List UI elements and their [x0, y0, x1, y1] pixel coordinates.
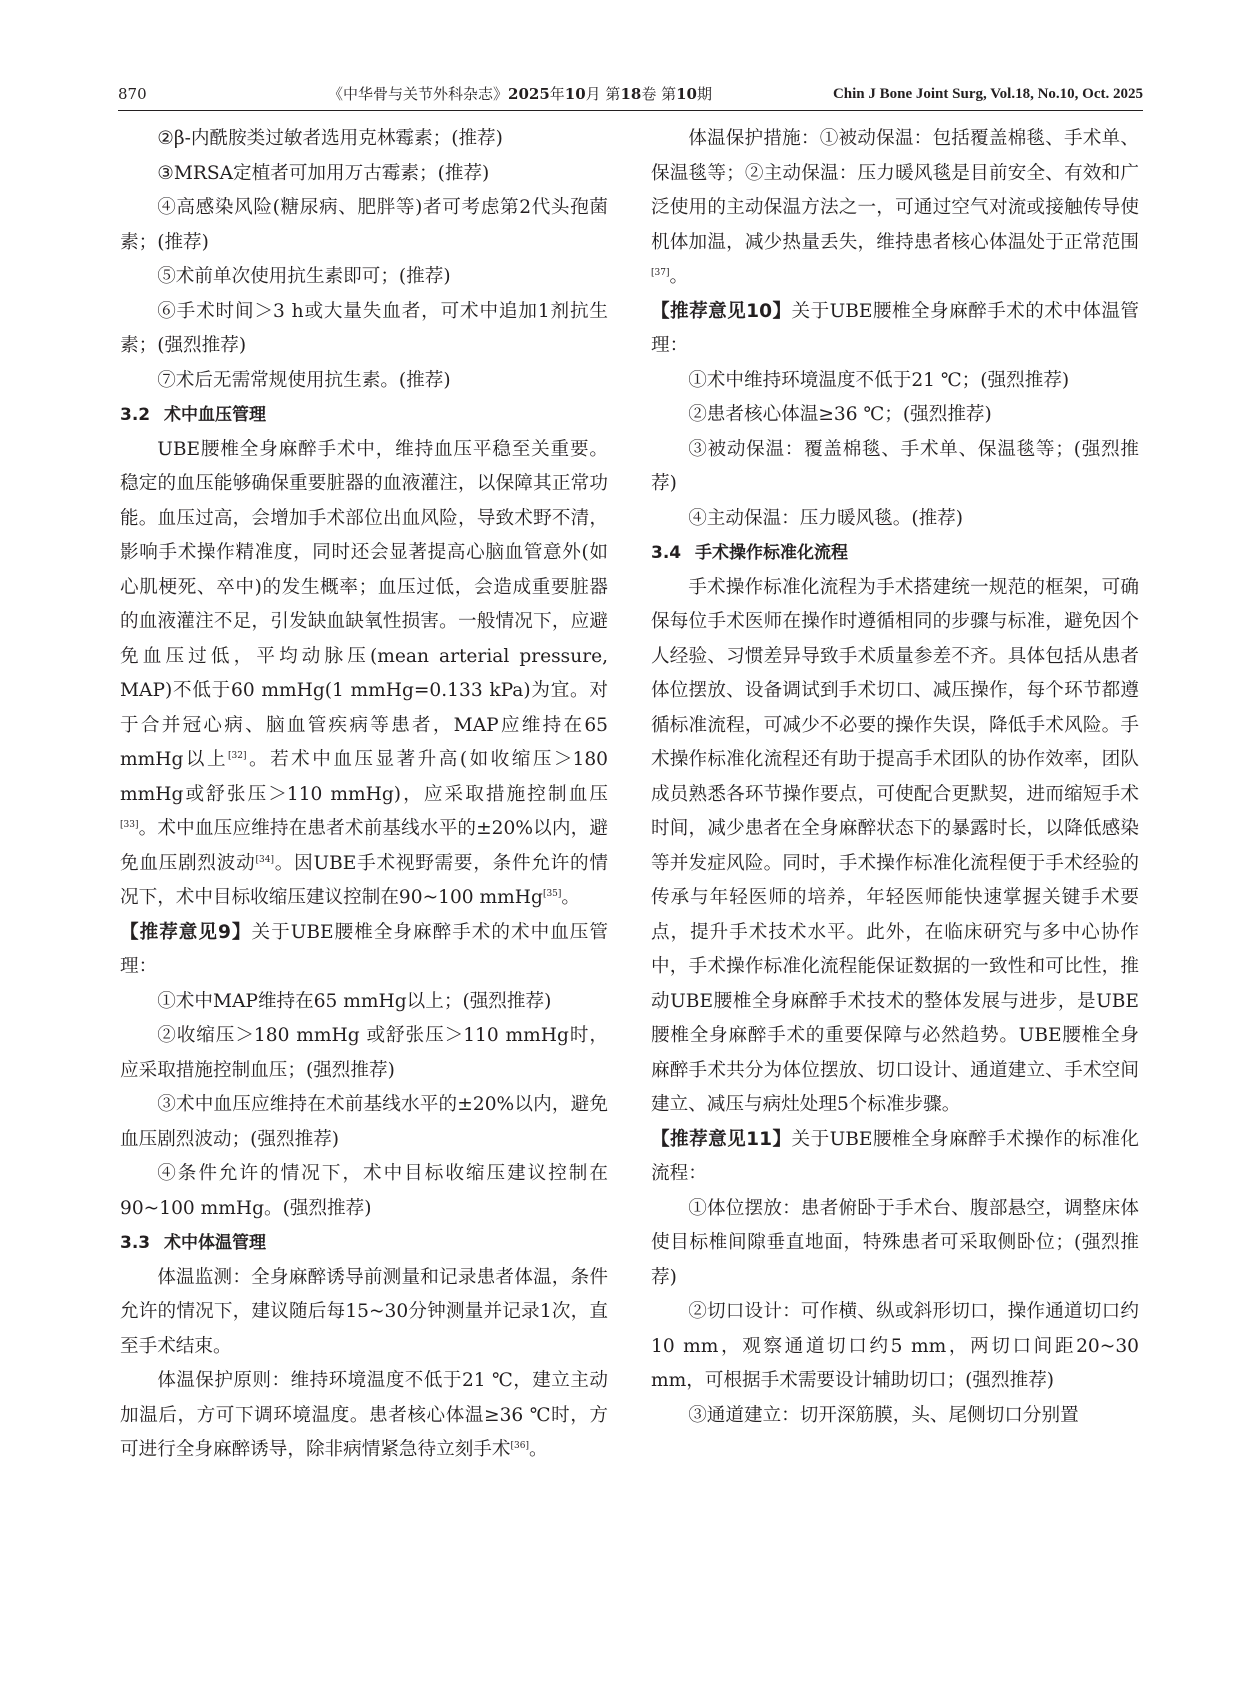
citation: [34]: [255, 854, 274, 865]
section-heading-3-4: [651, 536, 1139, 571]
antibiotic-item: ④高感染风险(糖尿病、肥胖等)者可考虑第2代头孢菌素；(推荐): [120, 197, 608, 253]
citation: [33]: [120, 820, 139, 830]
temperature-measures-paragraph: 体温保护措施：①被动保温：包括覆盖棉毯、手术单、保温毯等；②主动保温：压力暖风毯是目前安全、有效和广泛使用的主动保温方法之一，可通过空气对流或接触传导使机体加温，减少热量丢失，维持患者核心体温处于正常范围[37]。: [651, 128, 1139, 287]
temperature-principle-paragraph: 体温保护原则：维持环境温度不低于21 ℃，建立主动加温后，方可下调环境温度。患者核心体温≥36 ℃时，方可进行全身麻醉诱导，除非病情紧急待立刻手术[36]。: [120, 1370, 608, 1460]
recommendation-item: ②切口设计：可作横、纵或斜形切口，操作通道切口约10 mm，观察通道切口约5 mm，两切口间距20~30 mm，可根据手术需要设计辅助切口；(强烈推荐): [651, 1301, 1139, 1391]
section-heading-3-2: [120, 398, 608, 433]
recommendation-10: 【推荐意见10】关于UBE腰椎全身麻醉手术的术中体温管理：: [651, 300, 1139, 356]
journal-issue-cn: 《中华骨与关节外科杂志》2025年10月 第18卷 第10期: [328, 85, 712, 103]
recommendation-11: 【推荐意见11】关于UBE腰椎全身麻醉手术操作的标准化流程：: [651, 1128, 1139, 1184]
citation: [32]: [228, 751, 247, 761]
antibiotic-item: ⑦术后无需常规使用抗生素。(推荐): [157, 369, 451, 391]
page-number: 870: [118, 85, 147, 103]
recommendation-item: ③术中血压应维持在术前基线水平的±20%以内，避免血压剧烈波动；(强烈推荐): [120, 1094, 608, 1150]
recommendation-item: ③通道建立：切开深筋膜，头、尾侧切口分别置: [688, 1404, 1079, 1426]
section-title: 术中血压管理: [164, 405, 266, 425]
citation: [36]: [510, 1441, 529, 1451]
standardization-paragraph: 手术操作标准化流程为手术搭建统一规范的框架，可确保每位手术医师在操作时遵循相同的步骤与标准，避免因个人经验、习惯差异导致手术质量参差不齐。具体包括从患者体位摆放、设备调试到手术切口、减压操作，每个环节都遵循标准流程，可减少不必要的操作失误，降低手术风险。手术操作标准化流程还有助于提高手术团队的协作效率，团队成员熟悉各环节操作要点，可使配合更默契，进而缩短手术时间，减少患者在全身麻醉状态下的暴露时长，以降低感染等并发症风险。同时，手术操作标准化流程便于手术经验的传承与年轻医师的培养，年轻医师能快速掌握关键手术要点，提升手术技术水平。此外，在临床研究与多中心协作中，手术操作标准化流程能保证数据的一致性和可比性，推动UBE腰椎全身麻醉手术技术的整体发展与进步，是UBE腰椎全身麻醉手术的重要保障与必然趋势。UBE腰椎全身麻醉手术共分为体位摆放、切口设计、通道建立、手术空间建立、减压与病灶处理5个标准步骤。: [651, 576, 1139, 1115]
recommendation-item: ①术中MAP维持在65 mmHg以上；(强烈推荐): [157, 990, 552, 1012]
right-column: [651, 122, 1139, 1433]
section-number: 3.3: [120, 1233, 151, 1253]
citation: [37]: [651, 268, 670, 278]
section-heading-3-3: [120, 1226, 608, 1261]
blood-pressure-paragraph: UBE腰椎全身麻醉手术中，维持血压平稳至关重要。稳定的血压能够确保重要脏器的血液灌注，以保障其正常功能。血压过高，会增加手术部位出血风险，导致术野不清，影响手术操作精准度，同时还会显著提高心脑血管意外(如心肌梗死、卒中)的发生概率；血压过低，会造成重要脏器的血液灌注不足，引发缺血缺氧性损害。一般情况下，应避免血压过低，平均动脉压(mean arterial pressure, MAP)不低于60 mmHg(1 mmHg=0.133 kPa)为宜。对于合并冠心病、脑血管疾病等患者，MAP应维持在65 mmHg以上[32]。若术中血压显著升高(如收缩压＞180 mmHg或舒张压＞110 mmHg)，应采取措施控制血压[33]。术中血压应维持在患者术前基线水平的±20%以内，避免血压剧烈波动[34]。因UBE手术视野需要，条件允许的情况下，术中目标收缩压建议控制在90~100 mmHg[35]。: [120, 438, 608, 908]
recommendation-label: 【推荐意见9】: [120, 921, 252, 943]
citation: [35]: [542, 889, 562, 899]
recommendation-item: ④主动保温：压力暖风毯。(推荐): [688, 507, 964, 529]
journal-issue-en: Chin J Bone Joint Surg, Vol.18, No.10, Oct. 2025: [832, 86, 1143, 102]
section-number: 3.4: [651, 543, 682, 563]
antibiotic-item: ②β-内酰胺类过敏者选用克林霉素；(推荐): [157, 128, 503, 149]
recommendation-item: ③被动保温：覆盖棉毯、手术单、保温毯等；(强烈推荐): [651, 438, 1139, 494]
antibiotic-item: ⑤术前单次使用抗生素即可；(推荐): [157, 266, 451, 287]
section-title: 手术操作标准化流程: [695, 543, 848, 563]
recommendation-label: 【推荐意见10】: [651, 300, 792, 322]
recommendation-item: ④条件允许的情况下，术中目标收缩压建议控制在90~100 mmHg。(强烈推荐): [120, 1163, 608, 1219]
section-title: 术中体温管理: [164, 1233, 266, 1253]
section-number: 3.2: [120, 405, 151, 425]
temperature-monitoring-paragraph: 体温监测：全身麻醉诱导前测量和记录患者体温，条件允许的情况下，建议随后每15~30分钟测量并记录1次，直至手术结束。: [120, 1266, 608, 1357]
recommendation-item: ②患者核心体温≥36 ℃；(强烈推荐): [688, 404, 992, 425]
running-header: [118, 80, 1143, 108]
recommendation-label: 【推荐意见11】: [651, 1128, 792, 1150]
left-column: [120, 122, 608, 1468]
header-rule: [118, 110, 1143, 111]
recommendation-item: ②收缩压＞180 mmHg 或舒张压＞110 mmHg时，应采取措施控制血压；(强烈推荐): [120, 1025, 608, 1081]
recommendation-9: 【推荐意见9】关于UBE腰椎全身麻醉手术的术中血压管理：: [120, 921, 608, 977]
recommendation-item: ①术中维持环境温度不低于21 ℃；(强烈推荐): [688, 369, 1070, 391]
recommendation-item: ①体位摆放：患者俯卧于手术台、腹部悬空，调整床体使目标椎间隙垂直地面，特殊患者可采取侧卧位；(强烈推荐): [651, 1197, 1139, 1288]
antibiotic-item: ③MRSA定植者可加用万古霉素；(推荐): [157, 162, 490, 184]
antibiotic-item: ⑥手术时间＞3 h或大量失血者，可术中追加1剂抗生素；(强烈推荐): [120, 300, 608, 356]
